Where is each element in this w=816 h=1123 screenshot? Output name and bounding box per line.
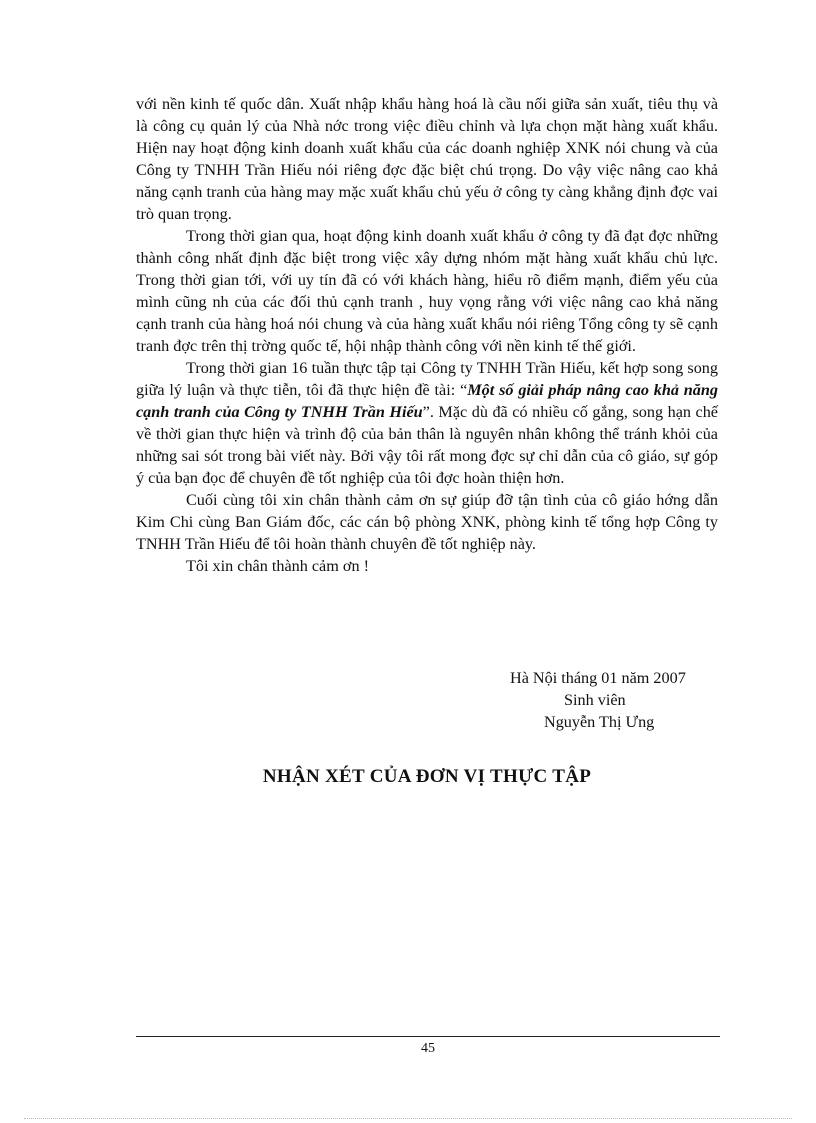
paragraph-1: với nền kinh tế quốc dân. Xuất nhập khẩu hàng hoá là cầu nối giữa sản xuất, tiêu thụ và là công cụ quản lý của Nhà nớc trong việc điều chỉnh và lựa chọn mặt hàng xuất khẩu. Hiện nay hoạt động kinh doanh xuất khẩu của các doanh nghiệp XNK nói chung và của Công ty TNHH Trần Hiếu nói riêng đợc đặc biệt chú trọng. Do vậy việc nâng cao khả năng cạnh tranh của hàng may mặc xuất khẩu chủ yếu ở công ty càng khẳng định đợc vai trò quan trọng. <box>136 95 718 223</box>
paragraph-4: Cuối cùng tôi xin chân thành cảm ơn sự giúp đỡ tận tình của cô giáo hớng dẫn Kim Chi cùng Ban Giám đốc, các cán bộ phòng XNK, phòng kinh tế tổng hợp Công ty TNHH Trần Hiếu để tôi hoàn thành chuyên đề tốt nghiệp này. <box>136 491 718 553</box>
paragraph-3 <box>136 357 718 489</box>
signature-block <box>136 667 718 733</box>
thesis-title: Một số giải pháp nâng cao khả năng cạnh tranh của Công ty TNHH Trần Hiếu <box>136 381 718 421</box>
paragraph-3-lead: Trong thời gian 16 tuần thực tập tại Công ty TNHH Trần Hiếu, kết hợp song song giữa lý luận và thực tiễn, tôi đã thực hiện đề tài: “ <box>136 359 718 399</box>
signature-date: Hà Nội tháng 01 năm 2007 <box>510 669 686 687</box>
paragraph-2: Trong thời gian qua, hoạt động kinh doanh xuất khẩu ở công ty đã đạt đợc những thành công nhất định đặc biệt trong việc xây dựng nhóm mặt hàng xuất khẩu chủ lực. Trong thời gian tới, với uy tín đã có với khách hàng, hiểu rõ điểm mạnh, điểm yếu của mình cũng nh của các đối thủ cạnh tranh , huy vọng rằng với việc nâng cao khả năng cạnh tranh của hàng hoá nói chung và của hàng xuất khẩu nói riêng Tổng công ty sẽ cạnh tranh đợc trên thị trờng quốc tế, hội nhập thành công với nền kinh tế thế giới. <box>136 227 718 355</box>
page-number: 45 <box>421 1041 435 1056</box>
page-edge-divider <box>24 1118 792 1119</box>
paragraph-3-tail: ”. Mặc dù đã có nhiều cố gắng, song hạn chế về thời gian thực hiện và trình độ của bản thân là nguyên nhân không thể tránh khỏi của những sai sót trong bài viết này. Bởi vậy tôi rất mong đợc sự chỉ dẫn của cô giáo, sự góp ý của bạn đọc để chuyên đề tốt nghiệp của tôi đợc hoàn thiện hơn. <box>136 403 718 487</box>
section-heading: NHẬN XÉT CỦA ĐƠN VỊ THỰC TẬP <box>262 766 592 787</box>
signature-name: Nguyễn Thị Ưng <box>544 713 655 731</box>
closing-thanks: Tôi xin chân thành cảm ơn ! <box>186 557 369 575</box>
body-text <box>136 93 718 577</box>
footer-divider <box>136 1036 720 1037</box>
signature-role: Sinh viên <box>564 691 626 709</box>
